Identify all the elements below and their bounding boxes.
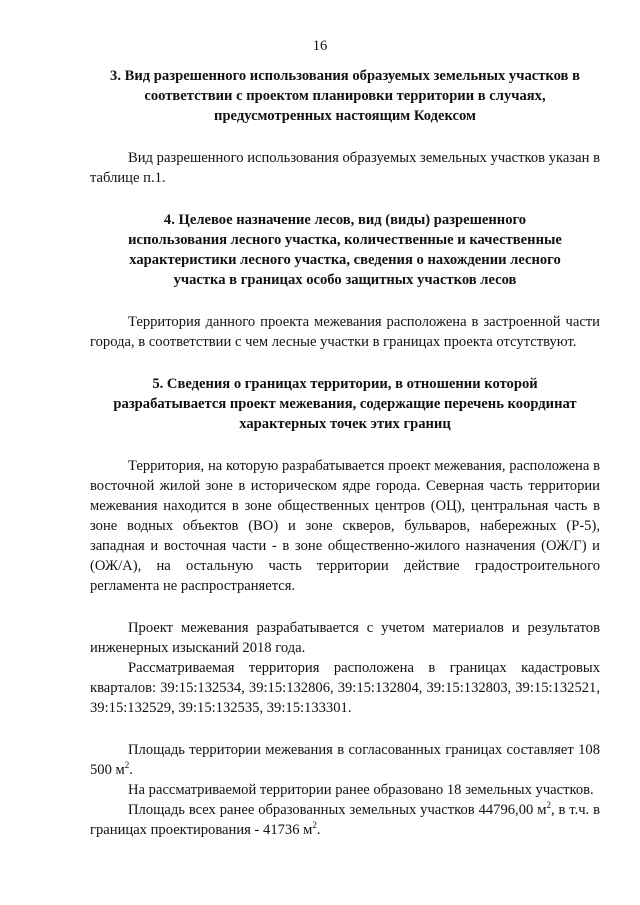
- area-text: Площадь территории межевания в согласованных границах составляет 108 500 м: [90, 742, 600, 778]
- section-5-heading: [90, 374, 600, 434]
- section-3-heading: [90, 66, 600, 126]
- heading-line: характерных точек этих границ: [239, 416, 451, 432]
- heading-line: участка в границах особо защитных участков лесов: [173, 272, 517, 288]
- total-area-exp1: 2: [546, 800, 551, 811]
- total-area-part1: Площадь всех ранее образованных земельных участков 44796,00 м: [128, 802, 547, 818]
- total-area-part2: , в т.ч. в границах проектирования - 41736 м: [90, 802, 600, 838]
- heading-line: 3. Вид разрешенного использования образуемых земельных участков в: [110, 68, 580, 84]
- cadastral-paragraph: [90, 658, 600, 718]
- section-4-heading: [90, 210, 600, 290]
- heading-line: 4. Целевое назначение лесов, вид (виды) разрешенного: [163, 212, 527, 228]
- heading-line: предусмотренных настоящим Кодексом: [214, 108, 476, 124]
- total-area-exp2: 2: [312, 820, 317, 831]
- heading-line: соответствии с проектом планировки территории в случаях,: [144, 88, 546, 104]
- area-paragraph: [90, 740, 600, 780]
- section-3-paragraph: Вид разрешенного использования образуемых земельных участков указан в таблице п.1.: [90, 150, 600, 186]
- document-body: [90, 66, 600, 840]
- heading-line: использования лесного участка, количественные и качественные: [128, 232, 562, 248]
- plots-count-paragraph: На рассматриваемой территории ранее образовано 18 земельных участков.: [128, 782, 594, 798]
- area-end: .: [129, 762, 133, 778]
- page-number: 16: [312, 38, 328, 54]
- total-area-paragraph: [90, 800, 600, 840]
- materials-paragraph: Проект межевания разрабатывается с учетом материалов и результатов инженерных изысканий 2018 года.: [90, 620, 600, 656]
- area-exponent: 2: [124, 760, 130, 771]
- heading-line: характеристики лесного участка, сведения о нахождении лесного: [129, 252, 561, 268]
- heading-line: разрабатывается проект межевания, содержащие перечень координат: [113, 396, 577, 412]
- section-5-paragraph: Территория, на которую разрабатывается проект межевания, расположена в восточной жилой зоне в историческом ядре города. Северная часть территории межевания находится в зоне общественных центров (ОЦ), центральная часть в зоне водных объектов (ВО) и зоне скверов, бульваров, набережных (Р-5), западная и восточная части - в зоне общественно-жилого назначения (ОЖ/Г) и (ОЖ/А), на остальную часть территории действие градостроительного регламента не распространяется.: [90, 458, 600, 594]
- cadastral-quarters: 39:15:132534, 39:15:132806, 39:15:132804, 39:15:132803, 39:15:132521, 39:15:132529, 39:15:132535, 39:15:133301.: [90, 680, 600, 716]
- section-4-paragraph: Территория данного проекта межевания расположена в застроенной части города, в соответствии с чем лесные участки в границах проекта отсутствуют.: [90, 314, 600, 350]
- cadastral-intro: Рассматриваемая территория расположена в границах кадастровых кварталов:: [90, 660, 600, 696]
- heading-line: 5. Сведения о границах территории, в отношении которой: [152, 376, 538, 392]
- total-area-end: .: [316, 822, 321, 838]
